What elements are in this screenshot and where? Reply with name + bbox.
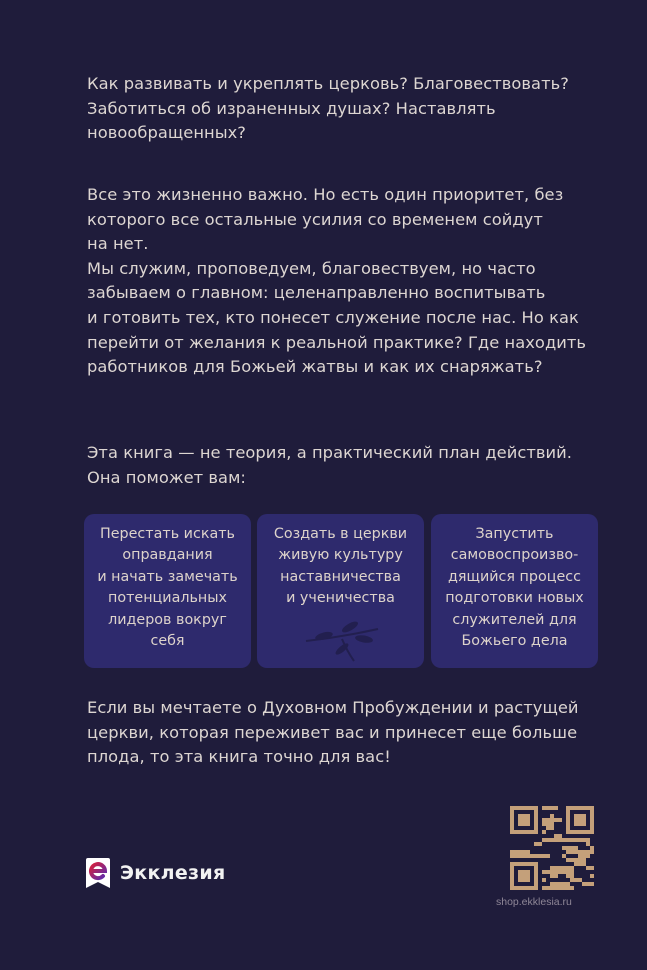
box-line: самовоспроизво- xyxy=(450,547,579,564)
box-line: лидеров вокруг xyxy=(108,611,227,628)
publisher-logo xyxy=(86,858,226,888)
text-line: Она поможет вам: xyxy=(87,467,246,487)
leaf-branch-icon xyxy=(302,619,382,664)
text-line: новообращенных? xyxy=(87,123,246,143)
box-line: и ученичества xyxy=(286,590,395,607)
text-line: церкви, которая переживет вас и принесет еще больше xyxy=(87,722,578,742)
box-line: Запустить xyxy=(475,526,554,542)
text-line: Если вы мечтаете о Духовном Пробуждении и растущей xyxy=(87,698,579,717)
text-line: Эта книга — не теория, а практический план действий. xyxy=(87,443,573,462)
box-line: подготовки новых xyxy=(445,590,584,607)
text-line: работников для Божьей жатвы и как их снаряжать? xyxy=(87,357,543,377)
intro-paragraph xyxy=(87,72,569,146)
benefit-box-2 xyxy=(257,514,424,668)
box-line: Создать в церкви xyxy=(273,526,408,542)
text-line: Все это жизненно важно. Но есть один приоритет, без xyxy=(87,185,564,204)
text-line: и готовить тех, кто понесет служение после нас. Но как xyxy=(87,307,579,327)
priority-paragraph xyxy=(87,183,586,380)
shop-url: shop.ekklesia.ru xyxy=(496,896,572,908)
text-line: забываем о главном: целенаправленно воспитывать xyxy=(87,283,546,303)
box-line: оправдания xyxy=(122,547,213,564)
box-line: дящийся процесс xyxy=(448,568,581,585)
text-line: Заботиться об израненных душах? Наставлять xyxy=(87,98,496,118)
text-line: перейти от желания к реальной практике? Где находить xyxy=(87,332,587,352)
publisher-name: Экклезия xyxy=(120,862,226,884)
qr-code xyxy=(510,806,594,890)
ekklesia-logo-icon xyxy=(86,858,110,888)
text-line: Мы служим, проповедуем, благовествуем, но часто xyxy=(87,258,536,278)
text-line: плода, то эта книга точно для вас! xyxy=(87,747,391,767)
benefit-box-1 xyxy=(84,514,251,668)
closing-paragraph xyxy=(87,696,579,770)
box-line: Божьего дела xyxy=(461,633,568,650)
benefit-box-3 xyxy=(431,514,598,668)
text-line: Как развивать и укреплять церковь? Благовествовать? xyxy=(87,74,569,93)
box-line: потенциальных xyxy=(107,590,227,607)
box-line: Перестать искать xyxy=(100,526,235,542)
box-line: живую культуру xyxy=(278,547,403,564)
box-line: наставничества xyxy=(280,568,401,585)
box-line: и начать замечать xyxy=(97,568,238,585)
text-line: на нет. xyxy=(87,234,149,254)
text-line: которого все остальные усилия со временем сойдут xyxy=(87,209,543,229)
benefit-boxes xyxy=(84,514,598,668)
box-line: себя xyxy=(150,633,185,650)
box-line: служителей для xyxy=(452,611,577,628)
plan-paragraph xyxy=(87,441,572,490)
